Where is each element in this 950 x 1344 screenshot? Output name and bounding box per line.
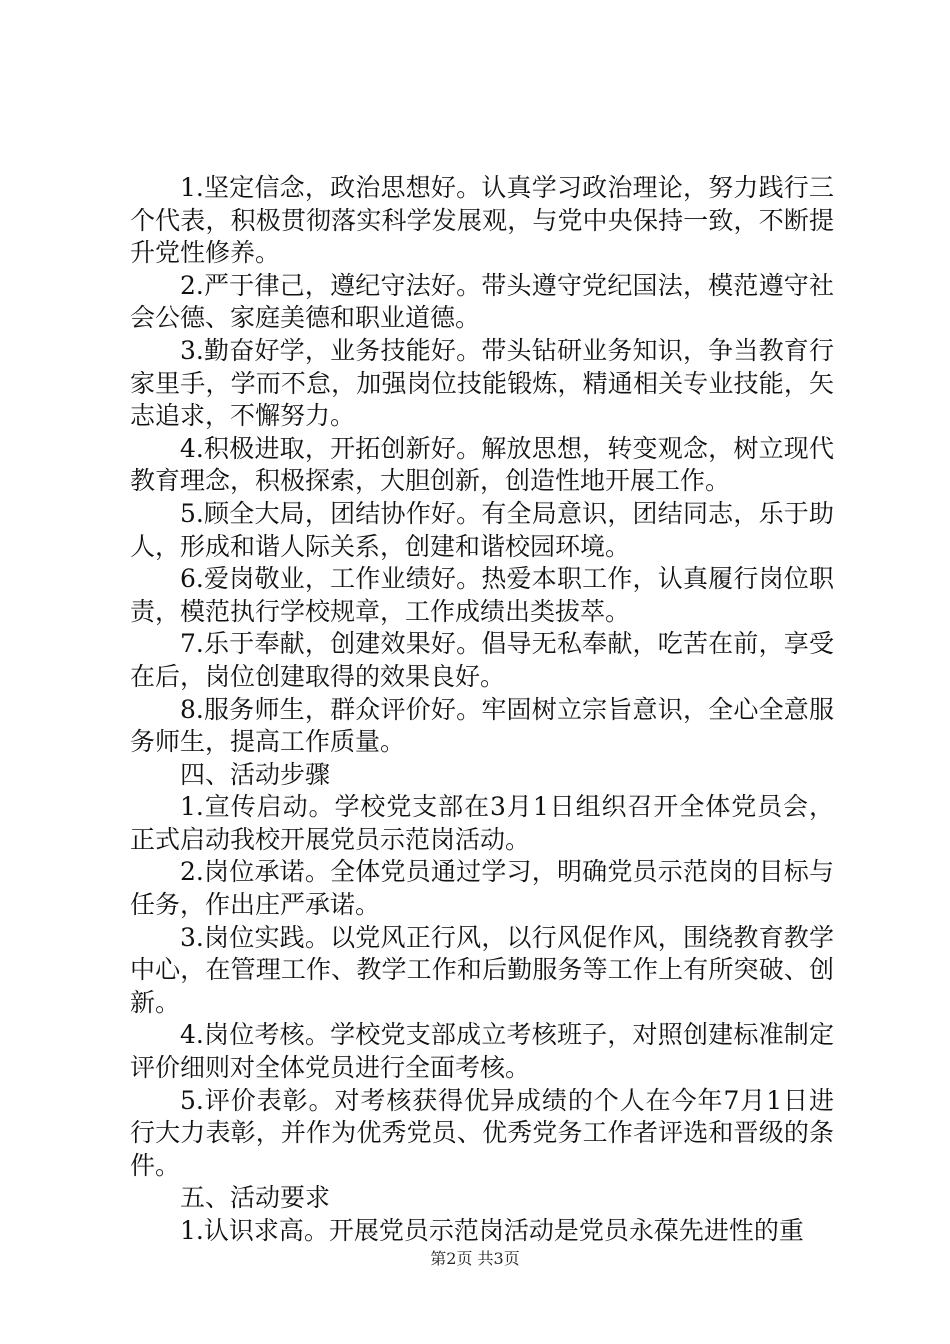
- paragraph-step-3: 3.岗位实践。以党风正行风，以行风促作风，围绕教育教学中心，在管理工作、教学工作和后勤服务等工作上有所突破、创新。: [130, 922, 834, 1017]
- paragraph-standard-2: 2.严于律己，遵纪守法好。带头遵守党纪国法，模范遵守社会公德、家庭美德和职业道德。: [130, 270, 834, 333]
- paragraph-step-5: 5.评价表彰。对考核获得优异成绩的个人在今年7月1日进行大力表彰，并作为优秀党员、优秀党务工作者评选和晋级的条件。: [130, 1085, 834, 1180]
- paragraph-standard-1: 1.坚定信念，政治思想好。认真学习政治理论，努力践行三个代表，积极贯彻落实科学发展观，与党中央保持一致，不断提升党性修养。: [130, 173, 834, 268]
- paragraph-standard-4: 4.积极进取，开拓创新好。解放思想，转变观念，树立现代教育理念，积极探索，大胆创新，创造性地开展工作。: [130, 433, 834, 496]
- section-heading-requirements: 五、活动要求: [180, 1183, 331, 1213]
- paragraph-standard-5: 5.顾全大局，团结协作好。有全局意识，团结同志，乐于助人，形成和谐人际关系，创建和谐校园环境。: [130, 498, 834, 561]
- section-heading-steps: 四、活动步骤: [180, 759, 331, 789]
- paragraph-standard-6: 6.爱岗敬业，工作业绩好。热爱本职工作，认真履行岗位职责，模范执行学校规章，工作成绩出类拔萃。: [130, 564, 834, 626]
- paragraph-step-4: 4.岗位考核。学校党支部成立考核班子，对照创建标准制定评价细则对全体党员进行全面考核。: [130, 1020, 834, 1083]
- paragraph-standard-8: 8.服务师生，群众评价好。牢固树立宗旨意识，全心全意服务师生，提高工作质量。: [130, 694, 834, 757]
- paragraph-step-1: 1.宣传启动。学校党支部在3月1日组织召开全体党员会，正式启动我校开展党员示范岗活动。: [130, 792, 834, 854]
- paragraph-requirement-1: 1.认识求高。开展党员示范岗活动是党员永葆先进性的重: [180, 1216, 804, 1245]
- paragraph-standard-3: 3.勤奋好学，业务技能好。带头钻研业务知识，争当教育行家里手，学而不怠，加强岗位技能锻炼，精通相关专业技能，矢志追求，不懈努力。: [130, 335, 834, 431]
- paragraph-standard-7: 7.乐于奉献，创建效果好。倡导无私奉献，吃苦在前，享受在后，岗位创建取得的效果良好。: [130, 629, 834, 691]
- paragraph-step-2: 2.岗位承诺。全体党员通过学习，明确党员示范岗的目标与任务，作出庄严承诺。: [130, 857, 834, 920]
- page-number-footer: 第2页 共3页: [430, 1249, 520, 1268]
- document-body: [130, 172, 834, 1248]
